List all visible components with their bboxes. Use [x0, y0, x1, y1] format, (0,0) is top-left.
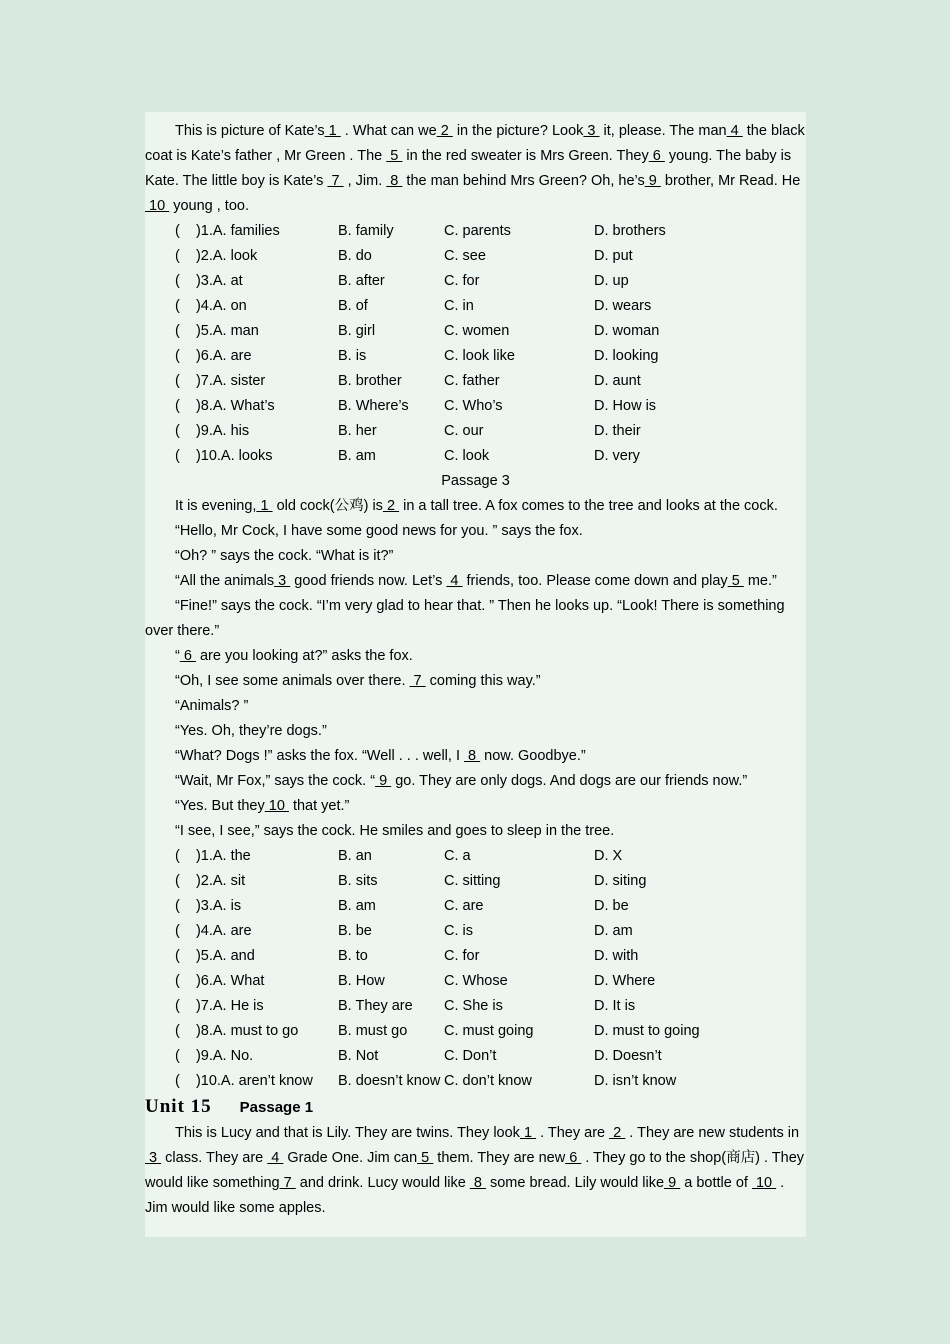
option-cell: C. She is [444, 998, 503, 1014]
option-cell: D. How is [594, 398, 657, 414]
paragraph: “Fine!” says the cock. “I’m very glad to hear that. ” Then he looks up. “Look! There is something over there.” [145, 598, 785, 639]
paragraph: “ 6 are you looking at?” asks the fox. [175, 648, 413, 664]
option-cell: C. for [444, 948, 480, 964]
option-row [175, 869, 806, 894]
option-cell: B. girl [338, 323, 376, 339]
option-cell: ( )2.A. look [175, 248, 258, 264]
option-cell: B. an [338, 848, 372, 864]
option-cell: B. is [338, 348, 367, 364]
option-cell: D. X [594, 848, 623, 864]
option-cell: C. Who’s [444, 398, 503, 414]
option-cell: C. women [444, 323, 510, 339]
option-cell: C. in [444, 298, 474, 314]
cloze-blank: 5 [386, 148, 403, 164]
cloze-blank: 5 [727, 573, 744, 589]
unit15-text [145, 1121, 806, 1221]
option-cell: B. doesn’t know [338, 1073, 441, 1089]
paragraph: “Wait, Mr Fox,” says the cock. “ 9 go. They are only dogs. And dogs are our friends now.” [175, 773, 748, 789]
option-cell: ( )7.A. sister [175, 373, 266, 389]
cloze-blank: 6 [648, 148, 665, 164]
option-cell: D. brothers [594, 223, 666, 239]
option-cell: C. a [444, 848, 471, 864]
cloze-blank: 9 [375, 773, 392, 789]
option-row [175, 419, 806, 444]
option-cell: ( )1.A. families [175, 223, 280, 239]
option-cell: B. am [338, 898, 376, 914]
paragraph: “Hello, Mr Cock, I have some good news for you. ” says the fox. [175, 523, 583, 539]
cloze-blank: 4 [267, 1150, 284, 1166]
option-cell: ( )5.A. man [175, 323, 259, 339]
option-cell: ( )5.A. and [175, 948, 255, 964]
option-cell: B. How [338, 973, 385, 989]
option-cell: B. They are [338, 998, 413, 1014]
option-cell: B. of [338, 298, 368, 314]
option-cell: ( )1.A. the [175, 848, 251, 864]
option-cell: ( )4.A. on [175, 298, 247, 314]
option-cell: B. be [338, 923, 372, 939]
cloze-blank: 8 [464, 748, 481, 764]
option-cell: C. is [444, 923, 473, 939]
paragraph: “Animals? ” [175, 698, 249, 714]
cloze-blank: 8 [386, 173, 403, 189]
option-cell: ( )3.A. is [175, 898, 242, 914]
paragraph: “I see, I see,” says the cock. He smiles and goes to sleep in the tree. [175, 823, 615, 839]
passage3-title: Passage 3 [441, 473, 510, 489]
cloze-blank: 10 [145, 198, 170, 214]
option-cell: D. woman [594, 323, 660, 339]
option-cell: D. be [594, 898, 629, 914]
option-cell: D. am [594, 923, 633, 939]
cloze-blank: 8 [469, 1175, 486, 1191]
option-row [175, 844, 806, 869]
passage3-options [175, 844, 806, 1094]
option-cell: C. sitting [444, 873, 501, 889]
option-cell: C. look [444, 448, 490, 464]
option-cell: ( )10.A. aren’t know [175, 1073, 313, 1089]
option-cell: ( )8.A. What’s [175, 398, 275, 414]
passage3-text [145, 494, 806, 844]
option-row [175, 944, 806, 969]
paragraph: This is Lucy and that is Lily. They are twins. They look 1 . They are 2 . They are new students in 3 class. They are 4 Grade One. Jim can 5 them. They are new 6 . They go to the shop(商店) . They would like something 7 and drink. Lucy would like 8 some bread. Lily would like 9 a bottle of 10 . Jim would like some apples. [145, 1125, 805, 1216]
unit15-subtitle: Passage 1 [239, 1099, 314, 1116]
cloze-blank: 7 [279, 1175, 296, 1191]
option-cell: ( )8.A. must to go [175, 1023, 299, 1039]
option-cell: B. do [338, 248, 372, 264]
option-cell: B. to [338, 948, 368, 964]
unit15-title: Unit 15 [145, 1096, 212, 1117]
passage2-options [175, 219, 806, 469]
cloze-blank: 3 [583, 123, 600, 139]
cloze-blank: 10 [751, 1175, 777, 1191]
option-cell: C. parents [444, 223, 511, 239]
cloze-blank: 4 [726, 123, 743, 139]
option-cell: D. siting [594, 873, 647, 889]
option-cell: C. for [444, 273, 480, 289]
cloze-blank: 3 [145, 1150, 162, 1166]
option-row [175, 244, 806, 269]
option-cell: D. very [594, 448, 640, 464]
option-cell: D. put [594, 248, 633, 264]
option-cell: B. am [338, 448, 376, 464]
option-row [175, 969, 806, 994]
cloze-blank: 1 [324, 123, 341, 139]
paragraph: “Oh, I see some animals over there. 7 coming this way.” [175, 673, 541, 689]
option-row [175, 344, 806, 369]
option-cell: D. isn’t know [594, 1073, 677, 1089]
option-cell: D. their [594, 423, 641, 439]
cloze-blank: 6 [565, 1150, 582, 1166]
option-cell: ( )9.A. No. [175, 1048, 254, 1064]
option-cell: ( )4.A. are [175, 923, 252, 939]
option-cell: D. aunt [594, 373, 641, 389]
option-row [175, 1044, 806, 1069]
option-cell: D. must to going [594, 1023, 700, 1039]
option-row [175, 369, 806, 394]
option-row [175, 219, 806, 244]
option-cell: C. must going [444, 1023, 534, 1039]
option-row [175, 1069, 806, 1094]
cloze-blank: 9 [664, 1175, 681, 1191]
paragraph: “Oh? ” says the cock. “What is it?” [175, 548, 394, 564]
cloze-blank: 2 [382, 498, 400, 514]
paragraph: “Yes. Oh, they’re dogs.” [175, 723, 327, 739]
option-cell: D. wears [594, 298, 652, 314]
option-row [175, 444, 806, 469]
option-cell: C. don’t know [444, 1073, 532, 1089]
option-cell: ( )9.A. his [175, 423, 250, 439]
option-cell: D. It is [594, 998, 636, 1014]
cloze-blank: 6 [179, 648, 196, 664]
option-cell: ( )6.A. What [175, 973, 265, 989]
option-row [175, 994, 806, 1019]
option-cell: B. sits [338, 873, 378, 889]
option-cell: B. after [338, 273, 385, 289]
paragraph: “Yes. But they 10 that yet.” [175, 798, 350, 814]
option-cell: C. look like [444, 348, 515, 364]
option-cell: ( )3.A. at [175, 273, 243, 289]
exam-sheet [145, 112, 806, 1237]
option-cell: ( )10.A. looks [175, 448, 273, 464]
option-cell: D. with [594, 948, 639, 964]
paragraph: This is picture of Kate’s 1 . What can we 2 in the picture? Look 3 it, please. The man 4 the black coat is Kate’s father , Mr Green . The 5 in the red sweater is Mrs Green. They 6 young. The baby is Kate. The little boy is Kate’s 7 , Jim. 8 the man behind Mrs Green? Oh, he’s 9 brother, Mr Read. He 10 young , too. [145, 123, 805, 214]
cloze-blank: 1 [519, 1125, 537, 1141]
option-cell: C. are [444, 898, 484, 914]
cloze-blank: 1 [256, 498, 273, 514]
option-cell: D. Where [594, 973, 656, 989]
option-row [175, 269, 806, 294]
option-row [175, 294, 806, 319]
option-cell: D. Doesn’t [594, 1048, 662, 1064]
option-row [175, 1019, 806, 1044]
cloze-blank: 10 [264, 798, 289, 814]
option-cell: C. father [444, 373, 500, 389]
unit15-heading [145, 1094, 806, 1121]
option-row [175, 919, 806, 944]
passage2-text [145, 119, 806, 219]
option-cell: D. up [594, 273, 629, 289]
paragraph: “All the animals 3 good friends now. Let’s 4 friends, too. Please come down and play 5 me.” [175, 573, 777, 589]
cloze-blank: 2 [609, 1125, 626, 1141]
option-row [175, 394, 806, 419]
option-cell: B. must go [338, 1023, 408, 1039]
option-cell: ( )6.A. are [175, 348, 252, 364]
cloze-blank: 2 [436, 123, 453, 139]
option-cell: C. our [444, 423, 484, 439]
option-cell: B. brother [338, 373, 402, 389]
option-cell: B. family [338, 223, 394, 239]
option-cell: B. her [338, 423, 377, 439]
cloze-blank: 7 [409, 673, 426, 689]
option-cell: C. Don’t [444, 1048, 497, 1064]
option-cell: ( )2.A. sit [175, 873, 246, 889]
paragraph: It is evening, 1 old cock(公鸡) is 2 in a tall tree. A fox comes to the tree and looks at the cock. [175, 498, 778, 514]
option-cell: C. Whose [444, 973, 508, 989]
option-cell: D. looking [594, 348, 659, 364]
cloze-blank: 5 [417, 1150, 434, 1166]
option-cell: B. Not [338, 1048, 379, 1064]
option-row [175, 894, 806, 919]
cloze-blank: 4 [446, 573, 463, 589]
paragraph: “What? Dogs !” asks the fox. “Well . . . well, I 8 now. Goodbye.” [175, 748, 586, 764]
cloze-blank: 7 [327, 173, 344, 189]
option-cell: B. Where’s [338, 398, 409, 414]
option-row [175, 319, 806, 344]
cloze-blank: 9 [644, 173, 661, 189]
cloze-blank: 3 [274, 573, 291, 589]
option-cell: ( )7.A. He is [175, 998, 264, 1014]
option-cell: C. see [444, 248, 486, 264]
